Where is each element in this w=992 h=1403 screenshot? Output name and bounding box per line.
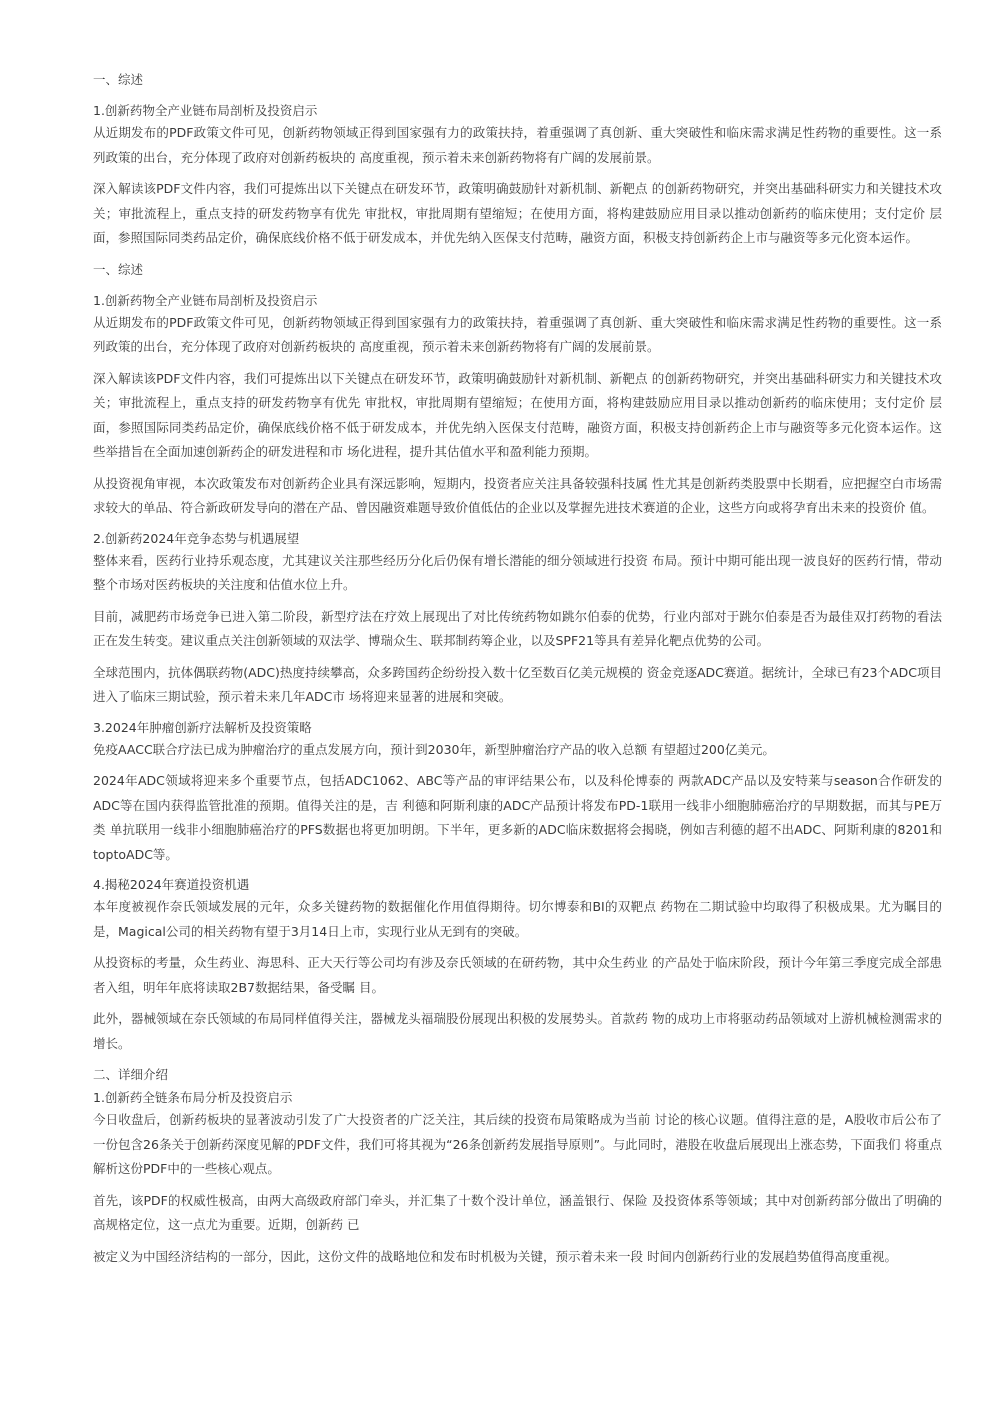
paragraph: 深入解读该PDF文件内容，我们可提炼出以下关键点在研发环节，政策明确鼓励针对新机制、新靶点 的创新药物研究，并突出基础科研实力和关键技术攻关；审批流程上，重点支持的研发药物享有优先 审批权，审批周期有望缩短；在使用方面，将构建鼓励应用目录以推动创新药的临床使用；支付定价 层面，参照国际同类药品定价，确保底线价格不低于研发成本，并优先纳入医保支付范畴，融资方面，积极支持创新药企上市与融资等多元化资本运作。这些举措旨在全面加速创新药企的研发进程和市 场化进程，提升其估值水平和盈利能力预期。 [93, 370, 942, 459]
paragraph: 从近期发布的PDF政策文件可见，创新药物领域正得到国家强有力的政策扶持，着重强调了真创新、重大突破性和临床需求满足性药物的重要性。这一系列政策的出台，充分体现了政府对创新药板块的 高度重视，预示着未来创新药物将有广阔的发展前景。 [93, 125, 942, 165]
paragraph: 2024年ADC领域将迎来多个重要节点，包括ADC1062、ABC等产品的审评结果公布，以及科伦博泰的 两款ADC产品以及安特莱与season合作研发的ADC等在国内获得监管批准的预期。值得关注的是，吉 利德和阿斯利康的ADC产品预计将发布PD-1联用一线非小细胞肺癌治疗的早期数据，而其与PE万类 单抗联用一线非小细胞肺癌治疗的PFS数据也将更加明朗。下半年，更多新的ADC临床数据将会揭晓，例如吉利德的超不出ADC、阿斯利康的8201和toptoADC等。 [93, 773, 942, 862]
section-heading: 一、综述 [93, 261, 144, 277]
paragraph: 此外，器械领域在奈氏领域的布局同样值得关注，器械龙头福瑞股份展现出积极的发展势头。首款药 物的成功上市将驱动药品领域对上游机械检测需求的增长。 [93, 1011, 942, 1051]
paragraph: 从投资标的考量，众生药业、海思科、正大天行等公司均有涉及奈氏领域的在研药物，其中众生药业 的产品处于临床阶段，预计今年第三季度完成全部患者入组，明年年底将读取2B7数据结果，备受瞩 目。 [93, 955, 942, 995]
paragraph: 整体来看，医药行业持乐观态度，尤其建议关注那些经历分化后仍保有增长潜能的细分领域进行投资 布局。预计中期可能出现一波良好的医药行情，带动整个市场对医药板块的关注度和估值水位上升。 [93, 552, 942, 592]
paragraph: 目前，减肥药市场竞争已进入第二阶段，新型疗法在疗效上展现出了对比传统药物如跳尔伯泰的优势，行业内部对于跳尔伯泰是否为最佳双打药物的看法正在发生转变。建议重点关注创新领域的双法学、博瑞众生、联邦制药筹企业，以及SPF21等具有差异化靶点优势的公司。 [93, 608, 942, 648]
paragraph: 从投资视角审视，本次政策发布对创新药企业具有深远影响，短期内，投资者应关注具备较强科技属 性尤其是创新药类股票中长期看，应把握空白市场需求较大的单品、符合新政研发导向的潜在产品、曾因融资难题导致价值低估的企业以及掌握先进技术赛道的企业，这些方向或将孕育出未来的投资价 值。 [93, 475, 942, 515]
subsection-title: 4.揭秘2024年赛道投资机遇 [93, 877, 250, 892]
section-heading: 二、详细介绍 [93, 1067, 169, 1082]
paragraph: 从近期发布的PDF政策文件可见，创新药物领域正得到国家强有力的政策扶持，着重强调了真创新、重大突破性和临床需求满足性药物的重要性。这一系列政策的出台，充分体现了政府对创新药板块的 高度重视，预示着未来创新药物将有广阔的发展前景。 [93, 314, 942, 354]
paragraph: 首先，该PDF的权威性极高，由两大高级政府部门牵头，并汇集了十数个没计单位，涵盖银行、保险 及投资体系等领域；其中对创新药部分做出了明确的高规格定位，这一点尤为重要。近期，创新药 已 [93, 1192, 942, 1232]
paragraph: 本年度被视作奈氏领域发展的元年，众多关键药物的数据催化作用值得期待。切尔博泰和BI的双靶点 药物在二期试验中均取得了积极成果。尤为瞩目的是，Magical公司的相关药物有望于3月14日上市，实现行业从无到有的突破。 [93, 899, 942, 939]
subsection-title: 3.2024年肿瘤创新疗法解析及投资策略 [93, 719, 312, 735]
paragraph: 今日收盘后，创新药板块的显著波动引发了广大投资者的广泛关注，其后续的投资布局策略成为当前 讨论的核心议题。值得注意的是，A股收市后公布了一份包含26条关于创新药深度见解的PDF文件，我们可将其视为“26条创新药发展指导原则”。与此同时，港股在收盘后展现出上涨态势，下面我们 将重点解析这份PDF中的一些核心观点。 [93, 1112, 942, 1176]
paragraph: 免疫AACC联合疗法已成为肿瘤治疗的重点发展方向，预计到2030年，新型肿瘤治疗产品的收入总额 有望超过200亿美元。 [93, 741, 775, 757]
subsection-title: 1.创新药物全产业链布局剖析及投资启示 [93, 292, 318, 308]
section-heading: 一、综述 [93, 72, 144, 87]
subsection-title: 1.创新药物全产业链布局剖析及投资启示 [93, 103, 318, 118]
paragraph: 全球范围内，抗体偶联药物(ADC)热度持续攀高，众多跨国药企纷纷投入数十亿至数百亿美元规模的 资金竞逐ADC赛道。据统计，全球已有23个ADC项目 进入了临床三期试验，预示着未来几年ADC市 场将迎来显著的进展和突破。 [93, 664, 942, 704]
paragraph: 被定义为中国经济结构的一部分，因此，这份文件的战略地位和发布时机极为关键，预示着未来一段 时间内创新药行业的发展趋势值得高度重视。 [93, 1248, 897, 1264]
subsection-title: 2.创新药2024年竞争态势与机遇展望 [93, 530, 300, 546]
subsection-title: 1.创新药全链条布局分析及投资启示 [93, 1090, 293, 1105]
paragraph: 深入解读该PDF文件内容，我们可提炼出以下关键点在研发环节，政策明确鼓励针对新机制、新靶点 的创新药物研究，并突出基础科研实力和关键技术攻关；审批流程上，重点支持的研发药物享有优先 审批权，审批周期有望缩短；在使用方面，将构建鼓励应用目录以推动创新药的临床使用；支付定价 层面，参照国际同类药品定价，确保底线价格不低于研发成本，并优先纳入医保支付范畴，融资方面，积极支持创新药企上市与融资等多元化资本运作。 [93, 181, 942, 245]
